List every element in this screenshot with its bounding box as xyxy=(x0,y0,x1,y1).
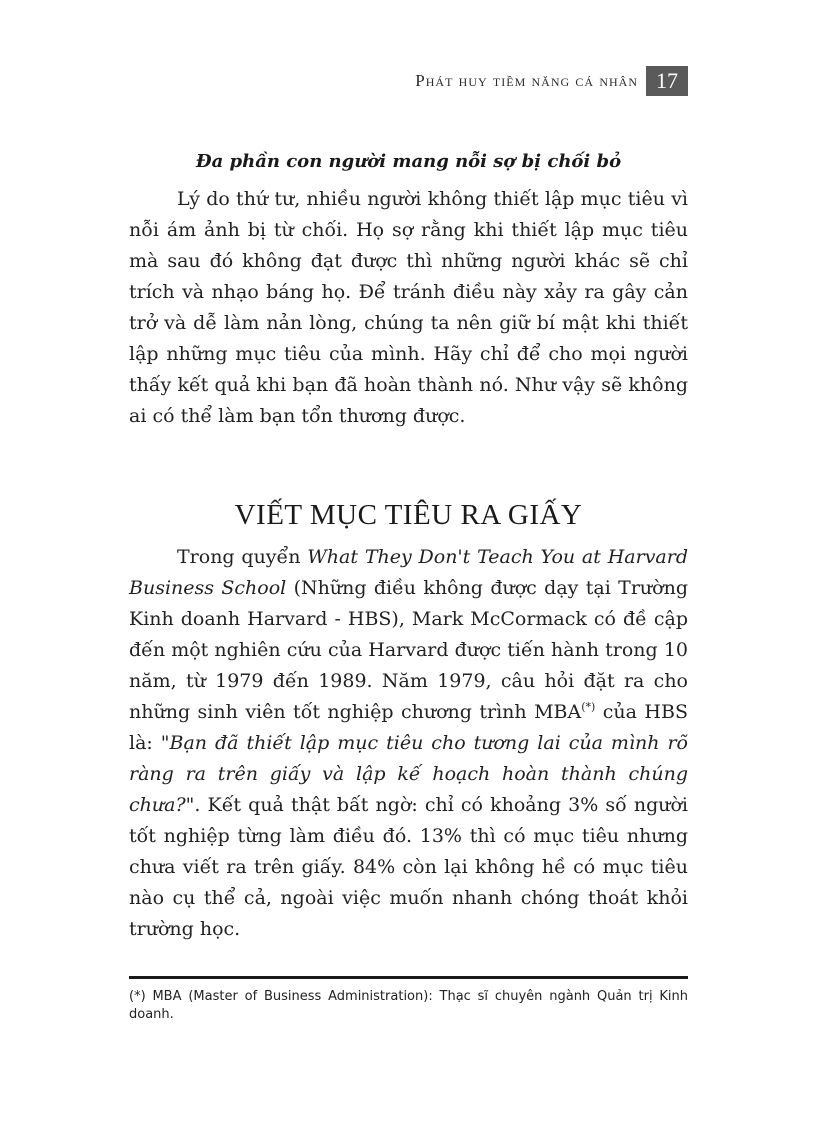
page-number: 17 xyxy=(646,66,688,96)
paragraph-text: (Những điều không được dạy tại Trường Kinh doanh Harvard - HBS), Mark McCormack có đề cập đến một nghiên cứu của Harvard được tiến hành trong 10 năm, từ 1979 đến 1989. Năm 1979, câu hỏi đặt ra cho những sinh viên tốt nghiệp chương trình MBA xyxy=(129,577,688,723)
running-header-title: Phát huy tiềm năng cá nhân xyxy=(415,71,638,90)
running-header xyxy=(415,64,688,98)
book-title: What They Don't Teach You at Harvard Business School xyxy=(129,546,688,599)
book-page xyxy=(129,58,688,1058)
footnote: (*) MBA (Master of Business Administration): Thạc sĩ chuyên ngành Quản trị Kinh doanh. xyxy=(129,989,688,1022)
paragraph-rejection: Lý do thứ tư, nhiều người không thiết lập mục tiêu vì nỗi ám ảnh bị từ chối. Họ sợ rằng khi thiết lập mục tiêu mà sau đó không đạt được thì những người khác sẽ chỉ trích và nhạo báng họ. Để tránh điều này xảy ra gây cản trở và dễ làm nản lòng, chúng ta nên giữ bí mật khi thiết lập những mục tiêu của mình. Hãy chỉ để cho mọi người thấy kết quả khi bạn đã hoàn thành nó. Như vậy sẽ không ai có thể làm bạn tổn thương được. xyxy=(129,188,688,427)
footnote-marker: (*) xyxy=(581,700,596,714)
paragraph-text: của HBS là: xyxy=(129,701,688,754)
paragraph-harvard-study xyxy=(129,542,688,945)
paragraph-text: . Kết quả thật bất ngờ: chỉ có khoảng 3% số người tốt nghiệp từng làm điều đó. 13% thì có mục tiêu nhưng chưa viết ra trên giấy. 84% còn lại không hề có mục tiêu nào cụ thể cả, ngoài việc muốn nhanh chóng thoát khỏi trường học. xyxy=(129,794,688,940)
paragraph-text: Trong quyển xyxy=(177,546,308,568)
section-heading: VIẾT MỤC TIÊU RA GIẤY xyxy=(234,499,583,531)
footnote-divider xyxy=(129,976,688,979)
survey-question-quote: "Bạn đã thiết lập mục tiêu cho tương lai của mình rõ ràng ra trên giấy và lập kế hoạch hoàn thành chúng chưa?" xyxy=(129,732,688,816)
subheading: Đa phần con người mang nỗi sợ bị chối bỏ xyxy=(195,151,622,172)
